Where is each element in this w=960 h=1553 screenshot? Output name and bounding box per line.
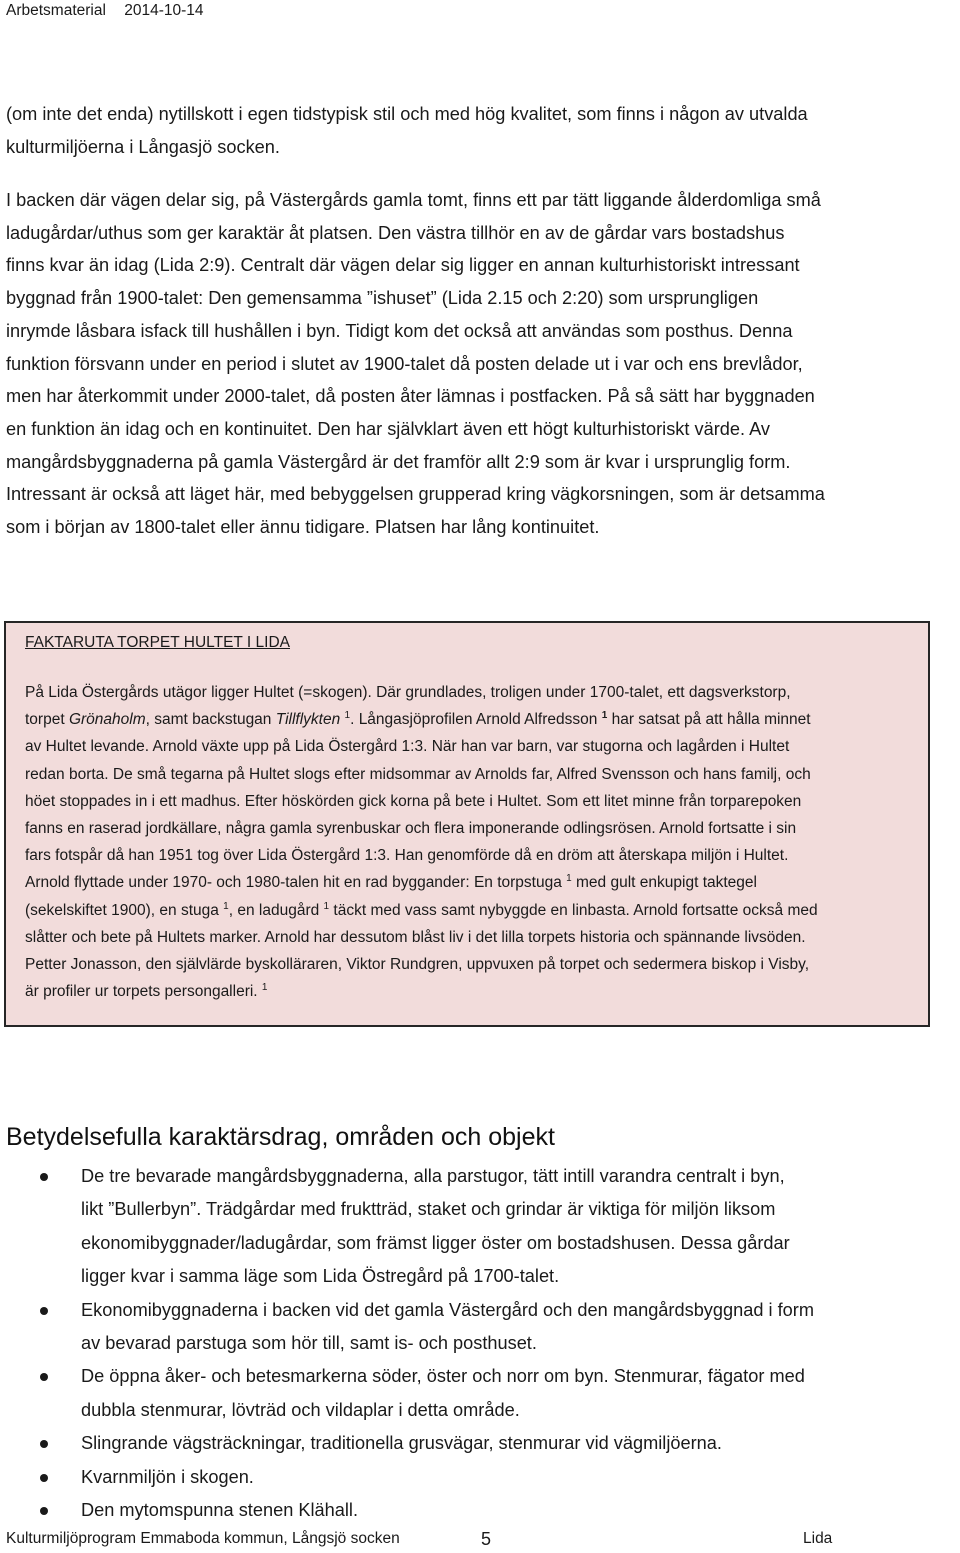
paragraph-continuation bbox=[6, 98, 956, 163]
text-line: en funktion än idag och en kontinuitet. Den har självklart även ett högt kulturhistoriskt värde. Av bbox=[6, 418, 770, 439]
footer-village: Lida bbox=[803, 1530, 833, 1547]
footnote-mark: 1 bbox=[261, 982, 268, 994]
bullet-icon bbox=[40, 1307, 48, 1315]
list-item: Den mytomspunna stenen Klähall. bbox=[0, 1494, 941, 1527]
fact-line: På Lida Östergårds utägor ligger Hultet (=skogen). Där grundlades, troligen under 1700-talet, ett dagsverkstorp, bbox=[25, 684, 791, 701]
fact-line: fars fotspår då han 1951 tog över Lida Östergård 1:3. Han genomförde då en dröm att återskapa miljön i Hultet. bbox=[25, 847, 789, 865]
footnote-mark: 1 bbox=[344, 710, 351, 722]
text-line: I backen där vägen delar sig, på Västergårds gamla tomt, finns ett par tätt liggande ålderdomliga små bbox=[6, 190, 821, 210]
bullet-icon bbox=[40, 1474, 48, 1482]
list-item: De tre bevarade mangårdsbyggnaderna, alla parstugor, tätt intill varandra centralt i byn, likt ”Bullerbyn”. Trädgårdar med fruktträd, staket och grindar är viktiga för miljön liksom ekonomibyggnader/ladugårdar, som främst ligger öster om bostadshusen. Dessa gårdar ligger kvar i samma läge som Lida Östregård på 1700-talet. bbox=[0, 1160, 941, 1294]
fact-line: fanns en raserad jordkällare, några gamla syrenbuskar och flera imponerande odlingsrösen. Arnold fortsatte i sin bbox=[25, 820, 797, 838]
text-line: Intressant är också att läget här, med bebyggelsen grupperad kring vägkorsningen, som är detsamma bbox=[6, 484, 825, 505]
list-item: Slingrande vägsträckningar, traditionella grusvägar, stenmurar vid vägmiljöerna. bbox=[0, 1427, 941, 1460]
fact-line: torpet Grönaholm, samt backstugan Tillflykten $^1$. Långasjöprofilen Arnold Alfredsson $^1$ har satsat på att hålla minnet bbox=[25, 710, 811, 729]
characteristics-list bbox=[0, 1160, 960, 1527]
list-item: De öppna åker- och betesmarkerna söder, öster och norr om byn. Stenmurar, fägator med dubbla stenmurar, lövträd och vildaplar i detta område. bbox=[0, 1360, 941, 1427]
place-name: Tillflykten bbox=[275, 711, 341, 729]
fact-line: Petter Jonasson, den självlärde byskollärаren, Viktor Rundgren, uppvuxen på torpet och sedermera biskop i Visby, bbox=[25, 956, 810, 974]
text-line: funktion försvann under en period i slutet av 1900-talet då posten delade ut i var och ens brevlådor, bbox=[6, 353, 803, 374]
text-line: inrymde låsbara isfack till hushållen i byn. Tidigt kom det också att användas som posthus. Denna bbox=[6, 320, 793, 341]
text-line: mangårdsbyggnaderna på gamla Västergård är det framför allt 2:9 som är kvar i ursprunglig form. bbox=[6, 451, 791, 472]
header-label: Arbetsmaterial bbox=[6, 2, 106, 19]
footnote-mark: 1 bbox=[223, 900, 229, 912]
text-line: som i början av 1800-talet eller ännu tidigare. Platsen har lång kontinuitet. bbox=[6, 517, 600, 538]
bullet-icon bbox=[40, 1373, 48, 1381]
fact-line: redan borta. De små tegarna på Hultet slogs efter midsommar av Arnolds far, Alfred Svensson och hans familj, och bbox=[25, 765, 811, 783]
text-line: men har återkommit under 2000-talet, då posten åter lämnas i postfacken. På så sätt har byggnaden bbox=[6, 386, 815, 407]
footnote-mark: 1 bbox=[601, 710, 608, 722]
section-heading: Betydelsefulla karaktärsdrag, områden och objekt bbox=[6, 1123, 555, 1151]
text-line: (om inte det enda) nytillskott i egen tidstypisk stil och med hög kvalitet, som finns i någon av utvalda bbox=[6, 104, 808, 124]
text-line: byggnad från 1900-talet: Den gemensamma ”ishuset” (Lida 2.15 och 2:20) som ursprungligen bbox=[6, 288, 759, 309]
text-line: ladugårdar/uthus som ger karaktär åt platsen. Den västra tillhör en av de gårdar vars bostadshus bbox=[6, 222, 785, 243]
header-date: 2014-10-14 bbox=[124, 2, 204, 19]
fact-line: slåtter och bete på Hultets marker. Arnold har dessutom blåst liv i det lilla torpets historia och spännande livsöden. bbox=[25, 928, 806, 946]
place-name: Grönaholm bbox=[68, 711, 146, 729]
fact-line: (sekelskiftet 1900), en stuga $^1$, en ladugård $^1$ täckt med vass samt nybyggde en linbasta. Arnold fortsatte också med bbox=[25, 900, 818, 919]
text-line: finns kvar än idag (Lida 2:9). Centralt där vägen delar sig ligger en annan kulturhistoriskt intressant bbox=[6, 255, 800, 276]
document-header bbox=[6, 0, 218, 22]
text-line: kulturmiljöerna i Långasjö socken. bbox=[6, 136, 280, 157]
fact-box bbox=[4, 621, 930, 1027]
page-number: 5 bbox=[481, 1529, 492, 1549]
bullet-icon bbox=[40, 1440, 48, 1448]
footer-source: Kulturmiljöprogram Emmaboda kommun, Långsjö socken bbox=[6, 1530, 400, 1547]
fact-box-text bbox=[25, 679, 920, 1005]
bullet-icon bbox=[40, 1173, 48, 1181]
fact-box-title: FAKTARUTA TORPET HULTET I LIDA bbox=[25, 634, 290, 651]
list-item: Ekonomibyggnaderna i backen vid det gamla Västergård och den mangårdsbyggnad i form av bevarad parstuga som hör till, samt is- och posthuset. bbox=[0, 1294, 941, 1361]
fact-line: Arnold flyttade under 1970- och 1980-talen hit en rad byggander: En torpstuga $^1$ med gult enkupigt taktegel bbox=[25, 873, 757, 892]
paragraph-vastergard bbox=[6, 184, 956, 544]
footnote-mark: 1 bbox=[566, 873, 572, 885]
fact-line: av Hultet levande. Arnold växte upp på Lida Östergård 1:3. När han var barn, var stugorna och lagården i Hultet bbox=[25, 738, 790, 756]
footnote-mark: 1 bbox=[323, 900, 330, 912]
fact-line: höet stoppades in i ett madhus. Efter höskörden gick korna på bete i Hultet. Som ett litet minne från torparepoken bbox=[25, 792, 802, 810]
bullet-icon bbox=[40, 1507, 48, 1515]
fact-line: är profiler ur torpets persongalleri. $^1$ bbox=[25, 982, 268, 1001]
list-item: Kvarnmiljön i skogen. bbox=[0, 1461, 941, 1494]
